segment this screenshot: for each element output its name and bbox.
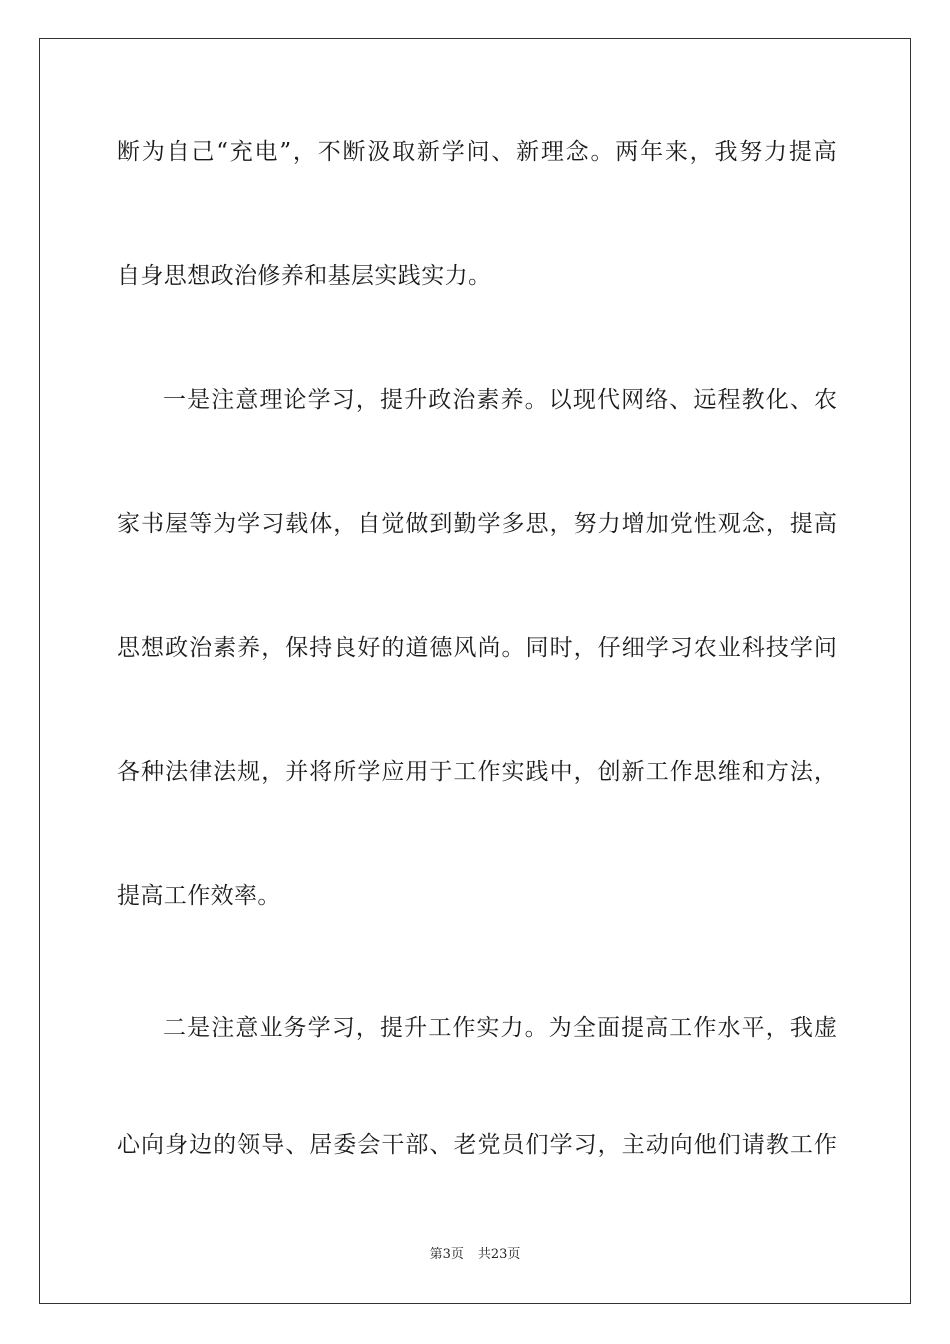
text-line-7: 提高工作效率。 — [117, 883, 281, 909]
page-number: 第3页 — [429, 1247, 464, 1262]
text-line-8: 二 是 注 意 业 务 学 习 ， 提 升 工 作 实 力 。 为 全 面 提 高 工 作 水 平 ， 我 虚 — [163, 1015, 837, 1041]
text-line-1: 断 为 自 己 “ 充 电 ” ， 不 断 汲 取 新 学 问 、 新 理 念 。 两 年 来 ， 我 努 力 提 高 — [117, 139, 837, 165]
page-total: 共23页 — [477, 1247, 521, 1262]
text-line-6: 各 种 法 律 法 规 ， 并 将 所 学 应 用 于 工 作 实 践 中 ， 创 新 工 作 思 维 和 方 法 ， — [117, 759, 837, 785]
text-line-5: 思 想 政 治 素 养 ， 保 持 良 好 的 道 德 风 尚 。 同 时 ， 仔 细 学 习 农 业 科 技 学 问 — [117, 635, 837, 661]
text-line-9: 心 向 身 边 的 领 导 、 居 委 会 干 部 、 老 党 员 们 学 习 ， 主 动 向 他 们 请 教 工 作 — [117, 1132, 837, 1158]
page-footer — [0, 1246, 950, 1264]
text-line-3: 一 是 注 意 理 论 学 习 ， 提 升 政 治 素 养 。 以 现 代 网 络 、 远 程 教 化 、 农 — [163, 387, 837, 413]
text-line-2: 自身思想政治修养和基层实践实力。 — [117, 263, 492, 289]
page-border — [39, 38, 911, 1304]
text-line-4: 家 书 屋 等 为 学 习 载 体 ， 自 觉 做 到 勤 学 多 思 ， 努 力 增 加 党 性 观 念 ， 提 高 — [117, 511, 837, 537]
